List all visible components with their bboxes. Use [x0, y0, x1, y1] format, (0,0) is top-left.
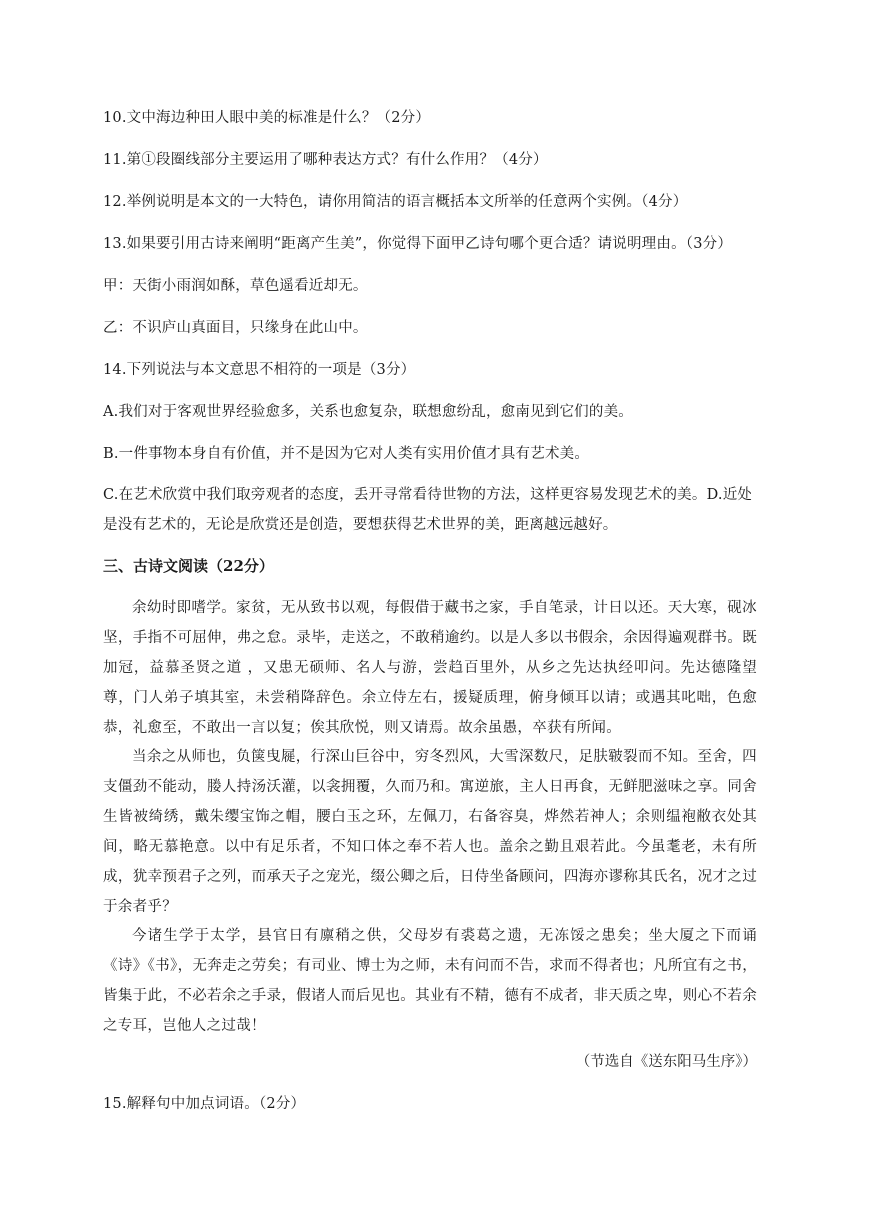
question-14-option-a: A.我们对于客观世界经验愈多，关系也愈复杂，联想愈纷乱，愈南见到它们的美。	[103, 404, 633, 420]
question-14-option-b: B.一件事物本身自有价值，并不是因为它对人类有实用价值才具有艺术美。	[103, 446, 590, 462]
question-13-option-jia: 甲：天街小雨润如酥，草色遥看近却无。	[103, 278, 368, 294]
section-heading: 三、古诗文阅读（22分）	[103, 557, 274, 575]
question-10: 10.文中海边种田人眼中美的标准是什么？（2分）	[103, 110, 431, 126]
question-14: 14.下列说法与本文意思不相符的一项是（3分）	[103, 362, 416, 378]
passage-text: 余幼时即嗜学。家贫，无从致书以观，每假借于藏书之家，手自笔录，计日以还。天大寒，砚冰坚，手指不可屈伸，弗之怠。录毕，走送之，不敢稍逾约。以是人多以书假余，余因得遍观群书。既加冠，益慕圣贤之道 ，又患无硕师、名人与游，尝趋百里外，从乡之先达执经叩问。先达德隆望尊，门人弟子填其室，未尝稍降辞色。余立侍左右，援疑质理，俯身倾耳以请；或遇其叱咄，色愈恭，礼愈至，不敢出一言以复；俟其欣悦，则又请焉。故余虽愚，卒获有所闻。	[103, 600, 757, 736]
passage-source: （节选自《送东阳马生序》）	[575, 1054, 757, 1070]
question-13-option-yi: 乙：不识庐山真面目，只缘身在此山中。	[103, 320, 368, 336]
passage-text: 当余之从师也，负箧曳屣，行深山巨谷中，穷冬烈风，大雪深数尺，足肤皲裂而不知。至舍，四支僵劲不能动，媵人持汤沃灌，以衾拥覆，久而乃和。寓逆旅，主人日再食，无鲜肥滋味之享。同舍生皆被绮绣，戴朱缨宝饰之帽，腰白玉之环，左佩刀，右备容臭，烨然若神人；余则缊袍敝衣处其间，略无慕艳意。以中有足乐者，不知口体之奉不若人也。盖余之勤且艰若此。今虽耄老，未有所成，犹幸预君子之列，而承天子之宠光，缀公卿之后，日侍坐备顾问，四海亦谬称其氏名，况才之过于余者乎？	[103, 749, 757, 915]
passage-paragraph-3	[103, 921, 757, 1041]
question-11: 11.第①段圈线部分主要运用了哪种表达方式？有什么作用？（4分）	[103, 152, 548, 168]
passage-paragraph-1	[103, 593, 757, 743]
question-15: 15.解释句中加点词语。（2分）	[103, 1096, 306, 1112]
passage-text: 今诸生学于太学，县官日有廪稍之供，父母岁有裘葛之遗，无冻馁之患矣；坐大厦之下而诵《诗》《书》，无奔走之劳矣；有司业、博士为之师，未有问而不告，求而不得者也；凡所宜有之书，皆集于此，不必若余之手录，假诸人而后见也。其业有不精，德有不成者，非天质之卑，则心不若余之专耳，岂他人之过哉！	[103, 928, 757, 1034]
passage-paragraph-2	[103, 742, 757, 922]
question-13: 13.如果要引用古诗来阐明“距离产生美”，你觉得下面甲乙诗句哪个更合适？请说明理由。（3分）	[103, 236, 733, 252]
question-14-options-c-d: C.在艺术欣赏中我们取旁观者的态度，丢开寻常看待世物的方法，这样更容易发现艺术的美。D.近处是没有艺术的，无论是欣赏还是创造，要想获得艺术世界的美，距离越远越好。	[103, 487, 753, 533]
question-12: 12.举例说明是本文的一大特色，请你用简洁的语言概括本文所举的任意两个实例。（4分）	[103, 194, 688, 210]
